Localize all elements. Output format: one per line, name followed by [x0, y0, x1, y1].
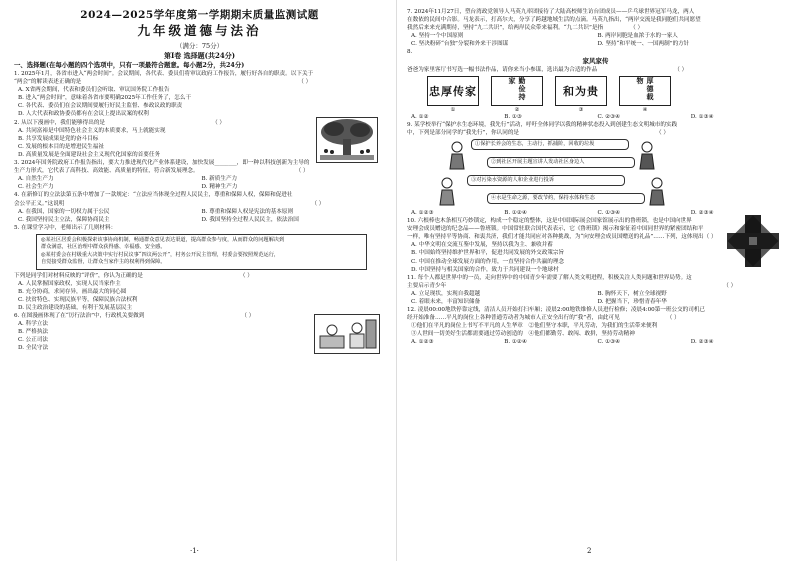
question-9: [407, 121, 784, 217]
options: [407, 338, 784, 346]
option-d: D. 高质量发展是全面建设社会主义现代化国家的首要任务: [18, 151, 161, 158]
option-c: C. ①③④: [597, 339, 621, 346]
speech-bubble-2: ②到社区开展主题宣讲人发动社区身边人: [487, 157, 635, 168]
option-a: A. ①②③: [411, 209, 434, 216]
option-b: B. 充分协商，求同存异，画出最大的同心圆: [18, 288, 127, 295]
tree-cartoon: [316, 117, 378, 163]
question-stem: 一样，唯有坚持平等协商、和衷共济，我们才能共同应对各种挑战，为“向安理会成员国赠送的礼品”……下列，这体现出（ ）: [407, 234, 717, 241]
option-d: D. ②③④: [690, 209, 714, 216]
option-b: B. ①②④: [504, 209, 527, 216]
option-b: B. 新质生产力: [201, 176, 238, 183]
question-stem: “两会”的解读表述正确的是 （ ）: [14, 79, 312, 86]
option-c: C. 我国坚持民主立法，保障协商民主: [18, 216, 110, 223]
speech-bubble-4: ④水是生命之源，要改节约，保持水体和生态: [487, 193, 645, 204]
question-stem: 3. 2024年国务院政府工作报告指出，要大力推进现代化产业体系建设，加快发展________，即一种以科技创新为主导的: [14, 160, 310, 167]
statement-3-4: ③人世间一切美好生活都需要通过劳动创造的 ④他们都勤劳、敢闯、敢拼，坚持劳动精神: [411, 331, 635, 338]
option-a: A. 立足现状，实现自我超越: [411, 290, 481, 297]
question-12: [407, 306, 784, 346]
question-number: 8.: [407, 49, 413, 56]
page-number: ·1·: [190, 547, 199, 555]
calligraphy-2: 勤俭持家: [491, 76, 543, 106]
options: [407, 290, 784, 306]
question-stem: 6. 在图漫画体现了在“厉行法治”中，行政机关要做到 （ ）: [14, 312, 255, 319]
student-figure: [647, 177, 667, 207]
option-b: B. 尊重和保障人权是宪法的基本原则: [201, 208, 294, 215]
options: [407, 32, 784, 48]
page-2: [397, 0, 794, 561]
option-c: C. 公正司法: [18, 337, 49, 344]
section-heading: 一、选择题(在每小题的四个选项中，只有一项最符合题意。每小题2分，共24分): [14, 61, 245, 69]
part-heading: 第Ⅰ卷 选择题(共24分): [163, 51, 236, 60]
option-d: D. 民主政治建设的基础，有利于发展基层民主: [18, 304, 133, 311]
question-stem: 主要启示青少年 （ ）: [407, 282, 737, 289]
option-b: B. 中国始终坚持维护世界和平，促进共同发展的外交政策宗旨: [411, 250, 565, 257]
question-stem: 在数依的民间中合影。马龙表示，打高尔夫，分享了跨越地域生活的点滴。马英九指出，“两岸交流是我同胞们共同愿望: [407, 17, 701, 24]
calligraphy-3: 和为贵: [555, 76, 607, 106]
option-a: A. 在我国，国家的一切权力属于公民: [18, 208, 110, 215]
option-b: B. 进入“两会时间”，意味着各省市要明确2025年工作任务了，怎么干: [18, 95, 192, 102]
option-d: D. 精神生产力: [201, 184, 238, 191]
question-3: [14, 159, 385, 191]
question-stem: 10. 六根棒也木条相互巧妙锁定，构成一个稳定的整体，这是中国国际展会国家馆展示出的鲁班锁，也是中国向世界: [407, 218, 692, 225]
option-c: C. 中国在推动全球发展方面的作用，一直坚持合作共赢的理念: [411, 258, 565, 265]
question-stem: 经开始准备……平凡的岗位上各种普通劳动者为城市人正安全出行的“我”者，由此可见 （ ）: [407, 315, 680, 322]
speech-bubble-1: ①保护长养会的生态，主动行，抓捕阶，回收的垃圾: [471, 139, 629, 150]
question-11: [407, 274, 784, 306]
calligraphy-options: [427, 76, 784, 106]
option-a: A. ①②: [411, 113, 429, 120]
question-6: [14, 312, 385, 352]
speech-bubble-3: ③对污染水资源的人和企业进行投诉: [467, 175, 625, 186]
question-stem: 4. 在新修订的立法法第五条中增加了一款规定：“立法应当体现全过程人民民主，尊重和保障人权，保障和促进社: [14, 192, 293, 199]
option-a: A. 中华文明在交流互鉴中发展，坚持以我为主、兼收并蓄: [411, 242, 553, 249]
option-b: B. ①②④: [504, 339, 527, 346]
question-4: [14, 191, 385, 223]
option-d: D. 全民守法: [18, 345, 49, 352]
option-d: D. ①③④: [690, 113, 714, 120]
statement-1-2: ①他们在平凡的岗位上书写不平凡的人生华章 ②他们坚守本职，平凡劳动，为我们的生活带来便利: [411, 323, 658, 330]
option-a: A. 共同富裕是中国特色社会主义的本质要求，马上就能实现: [18, 127, 166, 134]
question-stem: 7. 2024年11月27日，塑台湾政党领导人马英九率团接待了大陆高校师生访台团成员——乒乓球世界冠军马龙，两人: [407, 9, 695, 15]
material-box: ◎某社区居委会积极探索该事协商机制，畅通群众意见表达渠道，提高群众参与度，从而群众的问题解决到 群众满意，社区治理中群众获得感、幸福感、安全感。 ◎某村委会在村级重大决策中实行村民议事“四议两公开”，村务公开民主管理，村委会要按照规范运行， 自觉接受群众监督，让群众当家作主的权利得到保障。: [36, 234, 367, 270]
question-1: [14, 70, 385, 119]
option-a: A. 人民掌握国家政权，实现人民当家作主: [18, 280, 121, 287]
option-d: D. 中国坚持与相关国家的合作，致力于共同建设一个地球村: [411, 266, 559, 273]
question-8: [407, 48, 784, 120]
calligraphy-1: 忠厚传家: [427, 76, 479, 106]
question-10: [407, 217, 784, 274]
option-c: C. 发展的根本目的是增进民生福祉: [18, 143, 104, 150]
exam-subject: 九年级道德与法治: [137, 23, 262, 38]
page-number: 2: [587, 547, 592, 555]
option-c: C. 坚决粉碎“台独”分裂和外来干涉图谋: [411, 41, 509, 48]
question-stem: 2. 从以下漫画中，我们能够得出的是 （ ）: [14, 119, 226, 126]
students-illustration: [407, 137, 784, 209]
option-b: B. ①③: [504, 113, 522, 120]
option-a: A. ①②③: [411, 339, 434, 346]
question-stem: 安理会成员赠送的纪念品——鲁班锁。中国常驻联合国代表表示，它《鲁班锁》揭示和象征着中国同世界的紧密团结和平: [407, 226, 704, 233]
option-d: D. 我国坚持全过程人民民主，依法治国: [201, 216, 299, 223]
student-figure: [437, 177, 457, 207]
option-c: C. 着眼未来，丰富知识储备: [411, 298, 481, 305]
luban-lock-image: [725, 213, 781, 269]
full-score: （满分：75分）: [175, 42, 224, 50]
office-cartoon: [314, 314, 380, 354]
question-stem: 爸爸为家里客厅书写选一幅书法作品，请你来当小参谋，选出最为合适的作品 （ ）: [407, 66, 688, 73]
option-c: C. 社会生产力: [18, 184, 54, 191]
option-b: B. 胸怀天下，树立全球视野: [597, 290, 667, 297]
question-7: [407, 8, 784, 48]
options: [14, 208, 385, 224]
question-stem: 下列是同学们对材料反映的“评价”，你认为正确的是 （ ）: [14, 272, 253, 279]
option-c: C. ②③④: [597, 113, 621, 120]
question-5: [14, 224, 385, 312]
option-d: D. ②③④: [690, 339, 714, 346]
option-b: B. 两岸同胞是血浓于水的一家人: [597, 33, 678, 40]
options: [407, 113, 784, 121]
question-2: [14, 119, 385, 159]
option-c: C. ①③④: [597, 209, 621, 216]
question-stem: 生产力形式，它代表了高科技、高效能、高质量的特征，符合新发展理念。 （ ）: [14, 168, 309, 175]
option-d: D. 人大代表和政协委员都有在会议上提出议案的权利: [18, 111, 149, 118]
question-stem: 我然后来来充满期待，坚持“九二共识”，给两岸民众带来福利。“九二共识”是指 （ ）: [407, 25, 644, 32]
option-a: A. 坚持一个中国原则: [411, 33, 464, 40]
question-stem: 1. 2025年1月，各省市进入“两会时间”。会议期间，各代表、委员们将审议政府工作报告，履行好各自的职责。以下关于: [14, 71, 314, 77]
calligraphy-4: 厚德载物: [619, 76, 671, 106]
calligraphy-labels: ① ② ③ ④: [450, 106, 648, 113]
option-a: A. 自然生产力: [18, 176, 54, 183]
option-a: A. 科学立法: [18, 321, 48, 328]
question-stem: 会公平正义。”这说明 （ ）: [14, 200, 325, 207]
student-figure: [447, 141, 467, 171]
q8-heading: 家风家传: [582, 56, 609, 65]
option-d: D. 坚持“和平统一、一国两制”的方针: [597, 41, 690, 48]
option-b: B. 严格执法: [18, 329, 49, 336]
exam-title: 2024—2025学年度第一学期期末质量监测试题: [80, 9, 319, 21]
question-stem: 11. 每个人都是世界中的一员，走向世界中的中国青少年需要了解人类文明进程，积极关注人类问题和世界局势。这: [407, 274, 692, 281]
option-c: C. 各代表、委员们在会议期间要履行好民主监督、参政议政的职责: [18, 103, 183, 110]
option-b: B. 共享发展成果是党的奋斗目标: [18, 135, 99, 142]
options: [14, 175, 385, 191]
question-stem: 5. 在课堂学习中，老师出示了几则材料：: [14, 224, 117, 231]
question-stem: 中，下列是部分同学的“我先行”，你认同的是 （ ）: [407, 129, 670, 136]
question-stem: 9. 某学校举行“保护水生态环境，我先行”活动，呼吁全体同学以我的精神状态投入到创建生态文明城市的实践: [407, 121, 678, 128]
student-figure: [637, 141, 657, 171]
option-a: A. X省两会期间，代表和委员们会听取、审议国务院工作报告: [18, 87, 170, 94]
question-stem: 12. 凌晨00:00地铁停靠定线，清洁人员开始打扫车厢；凌晨2:00地铁维修人员进行检修；凌晨4:00第一班公交的司机已: [407, 307, 706, 314]
option-c: C. 扶贫特色、实现民族平等，保障民族合法权利: [18, 296, 138, 303]
option-d: D. 把握当下，珍惜青春年华: [597, 298, 667, 305]
